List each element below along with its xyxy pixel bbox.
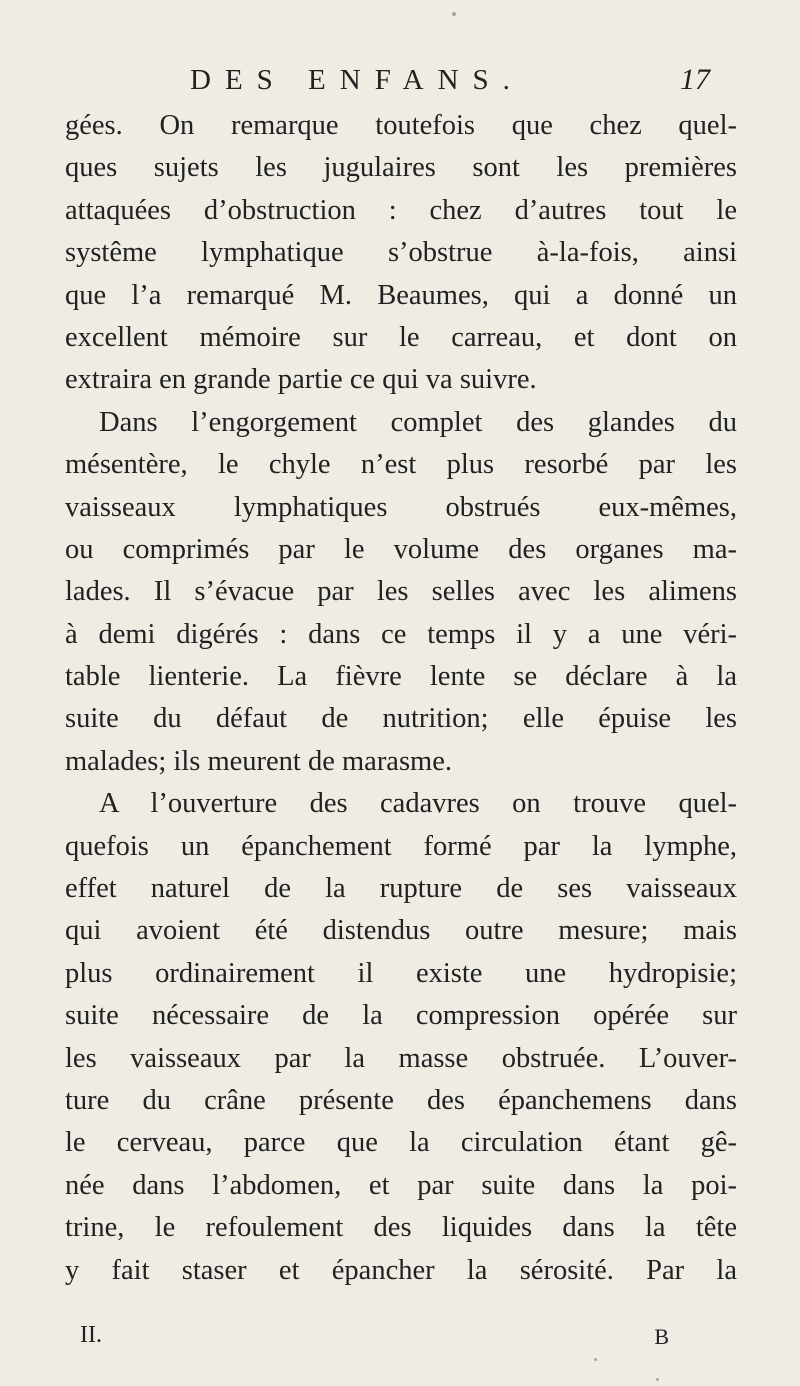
- text-line: née dans l’abdomen, et par suite dans la poi-: [65, 1169, 737, 1201]
- text-line: malades; ils meurent de marasme.: [65, 745, 452, 777]
- text-line: effet naturel de la rupture de ses vaisseaux: [65, 873, 737, 905]
- text-line: gées. On remarque toutefois que chez quel-: [65, 110, 737, 141]
- gathering-mark: B: [654, 1324, 669, 1349]
- text-line: les vaisseaux par la masse obstruée. L’ouver-: [65, 1042, 737, 1074]
- text-line: à demi digérés : dans ce temps il y a une véri-: [65, 618, 737, 650]
- text-line: vaisseaux lymphatiques obstrués eux-mêmes,: [65, 491, 737, 523]
- text-line: plus ordinairement il existe une hydropisie;: [65, 957, 737, 989]
- signature-mark: II.: [80, 1322, 102, 1348]
- text-line: table lienterie. La fièvre lente se déclare à la: [65, 661, 737, 693]
- text-line: le cerveau, parce que la circulation étant gê-: [65, 1127, 737, 1159]
- text-line: qui avoient été distendus outre mesure; mais: [65, 915, 737, 947]
- running-head: [190, 60, 710, 100]
- text-line: attaquées d’obstruction : chez d’autres tout le: [65, 194, 737, 226]
- page-number: 17: [680, 63, 710, 96]
- text-line: ture du crâne présente des épanchemens dans: [65, 1084, 737, 1116]
- page-footer: [65, 1318, 737, 1352]
- text-line: Dans l’engorgement complet des glandes du: [99, 406, 737, 438]
- text-line: A l’ouverture des cadavres on trouve quel-: [99, 788, 737, 820]
- paper-speck: [656, 1378, 659, 1381]
- text-line: lades. Il s’évacue par les selles avec les alimens: [65, 576, 737, 608]
- text-line: ou comprimés par le volume des organes ma-: [65, 533, 737, 565]
- running-title: DES ENFANS.: [190, 64, 524, 96]
- text-line: ques sujets les jugulaires sont les premières: [65, 152, 737, 184]
- text-line: extraira en grande partie ce qui va suivre.: [65, 364, 537, 396]
- text-line: systême lymphatique s’obstrue à-la-fois, ainsi: [65, 237, 737, 269]
- text-line: y fait staser et épancher la sérosité. Par la: [65, 1254, 737, 1286]
- text-line: mésentère, le chyle n’est plus resorbé par les: [65, 449, 737, 481]
- text-line: suite nécessaire de la compression opérée sur: [65, 1000, 737, 1032]
- text-line: suite du défaut de nutrition; elle épuise les: [65, 703, 737, 735]
- text-line: excellent mémoire sur le carreau, et dont on: [65, 321, 737, 353]
- text-line: que l’a remarqué M. Beaumes, qui a donné un: [65, 279, 737, 311]
- paper-speck: [594, 1358, 597, 1361]
- text-line: quefois un épanchement formé par la lymphe,: [65, 830, 737, 862]
- paper-speck: [452, 12, 456, 16]
- body-text: [65, 105, 737, 1292]
- text-line: trine, le refoulement des liquides dans la tête: [65, 1212, 737, 1244]
